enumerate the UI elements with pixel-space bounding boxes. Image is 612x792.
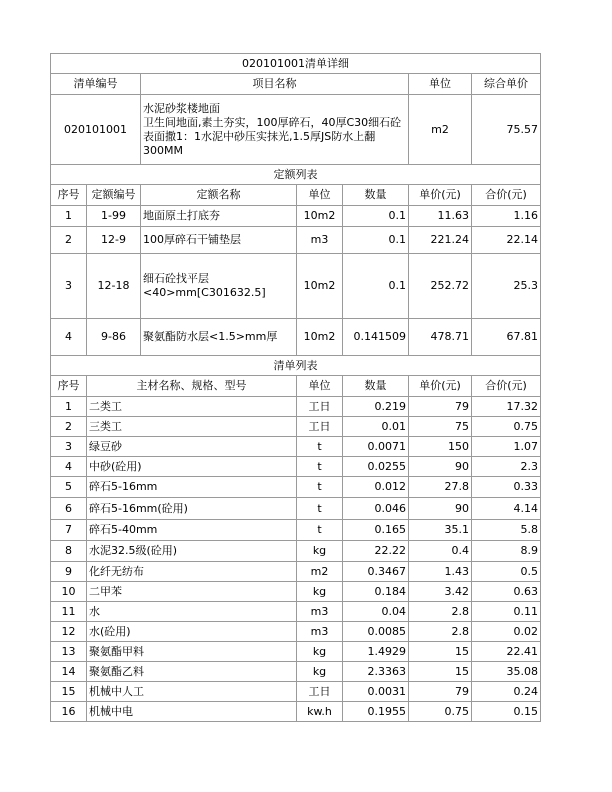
material-total: 17.32 xyxy=(472,397,541,417)
material-row xyxy=(51,602,541,622)
material-name: 化纤无纺布 xyxy=(87,562,297,582)
material-unit-price: 15 xyxy=(409,642,472,662)
quota-qty: 0.1 xyxy=(343,206,409,227)
material-qty: 1.4929 xyxy=(343,642,409,662)
material-name: 中砂(砼用) xyxy=(87,457,297,477)
material-total: 0.75 xyxy=(472,417,541,437)
material-unit-price: 0.75 xyxy=(409,702,472,722)
quota-unit: 10m2 xyxy=(297,206,343,227)
quota-row xyxy=(51,254,541,319)
material-qty: 0.0255 xyxy=(343,457,409,477)
quota-header-unit: 单位 xyxy=(297,185,343,206)
quota-unit-price: 221.24 xyxy=(409,227,472,254)
material-qty: 0.046 xyxy=(343,498,409,520)
material-no: 4 xyxy=(51,457,87,477)
material-unit-price: 150 xyxy=(409,437,472,457)
material-unit-price: 75 xyxy=(409,417,472,437)
material-unit: kg xyxy=(297,662,343,682)
quota-unit: 10m2 xyxy=(297,254,343,319)
material-qty: 0.219 xyxy=(343,397,409,417)
quota-no: 2 xyxy=(51,227,87,254)
quota-no: 3 xyxy=(51,254,87,319)
material-qty: 0.184 xyxy=(343,582,409,602)
material-unit-price: 0.4 xyxy=(409,541,472,562)
quota-no: 1 xyxy=(51,206,87,227)
material-row xyxy=(51,437,541,457)
title-row xyxy=(51,54,541,74)
material-unit-price: 1.43 xyxy=(409,562,472,582)
material-no: 14 xyxy=(51,662,87,682)
material-unit: m3 xyxy=(297,602,343,622)
material-name: 水泥32.5级(砼用) xyxy=(87,541,297,562)
quota-code: 12-18 xyxy=(87,254,141,319)
material-qty: 0.165 xyxy=(343,520,409,541)
material-name: 二类工 xyxy=(87,397,297,417)
quota-name: 地面原土打底夯 xyxy=(141,206,297,227)
material-unit-price: 79 xyxy=(409,682,472,702)
quota-header-unit-price: 单价(元) xyxy=(409,185,472,206)
quota-header-no: 序号 xyxy=(51,185,87,206)
quota-unit-price: 252.72 xyxy=(409,254,472,319)
material-no: 9 xyxy=(51,562,87,582)
material-unit-price: 35.1 xyxy=(409,520,472,541)
material-no: 8 xyxy=(51,541,87,562)
material-no: 16 xyxy=(51,702,87,722)
material-unit: kw.h xyxy=(297,702,343,722)
material-qty: 0.01 xyxy=(343,417,409,437)
material-unit: t xyxy=(297,437,343,457)
material-total: 0.63 xyxy=(472,582,541,602)
quota-code: 1-99 xyxy=(87,206,141,227)
material-unit-price: 2.8 xyxy=(409,602,472,622)
material-unit: m2 xyxy=(297,562,343,582)
material-name: 碎石5-40mm xyxy=(87,520,297,541)
material-no: 1 xyxy=(51,397,87,417)
materials-header-total: 合价(元) xyxy=(472,376,541,397)
bill-price: 75.57 xyxy=(472,95,541,165)
material-total: 4.14 xyxy=(472,498,541,520)
material-unit-price: 3.42 xyxy=(409,582,472,602)
material-name: 机械中电 xyxy=(87,702,297,722)
material-total: 0.15 xyxy=(472,702,541,722)
materials-header-qty: 数量 xyxy=(343,376,409,397)
material-total: 8.9 xyxy=(472,541,541,562)
material-no: 7 xyxy=(51,520,87,541)
bill-header-unit: 单位 xyxy=(409,74,472,95)
quota-row xyxy=(51,319,541,356)
material-row xyxy=(51,702,541,722)
materials-header-unit-price: 单价(元) xyxy=(409,376,472,397)
material-total: 0.5 xyxy=(472,562,541,582)
material-row xyxy=(51,520,541,541)
material-row xyxy=(51,417,541,437)
material-total: 0.33 xyxy=(472,477,541,498)
material-unit-price: 15 xyxy=(409,662,472,682)
material-qty: 0.0071 xyxy=(343,437,409,457)
quota-header-name: 定额名称 xyxy=(141,185,297,206)
material-qty: 0.3467 xyxy=(343,562,409,582)
material-row xyxy=(51,562,541,582)
material-unit: t xyxy=(297,477,343,498)
material-unit-price: 2.8 xyxy=(409,622,472,642)
quota-unit-price: 478.71 xyxy=(409,319,472,356)
material-unit: kg xyxy=(297,541,343,562)
material-total: 2.3 xyxy=(472,457,541,477)
quota-header-code: 定额编号 xyxy=(87,185,141,206)
material-qty: 0.0031 xyxy=(343,682,409,702)
materials-header-unit: 单位 xyxy=(297,376,343,397)
material-total: 0.24 xyxy=(472,682,541,702)
material-no: 3 xyxy=(51,437,87,457)
material-name: 二甲苯 xyxy=(87,582,297,602)
quota-total: 22.14 xyxy=(472,227,541,254)
material-unit: kg xyxy=(297,582,343,602)
material-unit-price: 79 xyxy=(409,397,472,417)
material-qty: 0.0085 xyxy=(343,622,409,642)
material-row xyxy=(51,582,541,602)
material-no: 10 xyxy=(51,582,87,602)
quota-name: 细石砼找平层<40>mm[C301632.5] xyxy=(141,254,297,319)
quota-code: 9-86 xyxy=(87,319,141,356)
material-unit: kg xyxy=(297,642,343,662)
material-no: 12 xyxy=(51,622,87,642)
materials-header-no: 序号 xyxy=(51,376,87,397)
materials-section-title: 清单列表 xyxy=(51,356,541,376)
material-name: 碎石5-16mm(砼用) xyxy=(87,498,297,520)
material-name: 聚氨酯甲料 xyxy=(87,642,297,662)
bill-unit: m2 xyxy=(409,95,472,165)
material-row xyxy=(51,682,541,702)
material-qty: 0.1955 xyxy=(343,702,409,722)
material-row xyxy=(51,622,541,642)
material-name: 绿豆砂 xyxy=(87,437,297,457)
material-qty: 2.3363 xyxy=(343,662,409,682)
bill-header-code: 清单编号 xyxy=(51,74,141,95)
quota-header-total: 合价(元) xyxy=(472,185,541,206)
quota-section-title: 定额列表 xyxy=(51,165,541,185)
material-row xyxy=(51,477,541,498)
material-unit: m3 xyxy=(297,622,343,642)
material-row xyxy=(51,457,541,477)
material-unit: t xyxy=(297,498,343,520)
bill-row xyxy=(51,95,541,165)
quota-section-row xyxy=(51,165,541,185)
quota-name: 聚氨酯防水层<1.5>mm厚 xyxy=(141,319,297,356)
quota-unit: 10m2 xyxy=(297,319,343,356)
material-unit-price: 90 xyxy=(409,457,472,477)
material-total: 1.07 xyxy=(472,437,541,457)
material-name: 水 xyxy=(87,602,297,622)
quota-header-row xyxy=(51,185,541,206)
material-no: 13 xyxy=(51,642,87,662)
quota-qty: 0.141509 xyxy=(343,319,409,356)
material-unit: t xyxy=(297,520,343,541)
material-no: 15 xyxy=(51,682,87,702)
bill-detail-sheet xyxy=(50,53,541,722)
materials-section-row xyxy=(51,356,541,376)
materials-header-row xyxy=(51,376,541,397)
quota-unit: m3 xyxy=(297,227,343,254)
material-total: 0.11 xyxy=(472,602,541,622)
bill-header-row xyxy=(51,74,541,95)
material-row xyxy=(51,662,541,682)
material-no: 6 xyxy=(51,498,87,520)
quota-row xyxy=(51,227,541,254)
material-no: 5 xyxy=(51,477,87,498)
materials-header-name: 主材名称、规格、型号 xyxy=(87,376,297,397)
material-total: 0.02 xyxy=(472,622,541,642)
material-qty: 0.012 xyxy=(343,477,409,498)
material-total: 35.08 xyxy=(472,662,541,682)
material-row xyxy=(51,541,541,562)
bill-name-cell xyxy=(141,95,409,165)
material-unit: 工日 xyxy=(297,417,343,437)
material-row xyxy=(51,498,541,520)
quota-qty: 0.1 xyxy=(343,254,409,319)
quota-code: 12-9 xyxy=(87,227,141,254)
material-no: 2 xyxy=(51,417,87,437)
material-unit: 工日 xyxy=(297,682,343,702)
bill-code: 020101001 xyxy=(51,95,141,165)
quota-unit-price: 11.63 xyxy=(409,206,472,227)
material-name: 碎石5-16mm xyxy=(87,477,297,498)
material-row xyxy=(51,397,541,417)
material-name: 水(砼用) xyxy=(87,622,297,642)
material-no: 11 xyxy=(51,602,87,622)
quota-header-qty: 数量 xyxy=(343,185,409,206)
bill-header-name: 项目名称 xyxy=(141,74,409,95)
bill-detail-table xyxy=(50,53,541,722)
material-qty: 0.04 xyxy=(343,602,409,622)
material-unit-price: 27.8 xyxy=(409,477,472,498)
material-unit-price: 90 xyxy=(409,498,472,520)
material-row xyxy=(51,642,541,662)
material-total: 22.41 xyxy=(472,642,541,662)
bill-name: 水泥砂浆楼地面 xyxy=(143,101,220,115)
quota-total: 25.3 xyxy=(472,254,541,319)
material-name: 机械中人工 xyxy=(87,682,297,702)
quota-name: 100厚碎石干铺垫层 xyxy=(141,227,297,254)
bill-description: 卫生间地面,素土夯实，100厚碎石，40厚C30细石砼表面撒1：1水泥中砂压实抹光,1.5厚JS防水上翻300MM xyxy=(143,115,402,157)
material-qty: 22.22 xyxy=(343,541,409,562)
material-name: 三类工 xyxy=(87,417,297,437)
quota-no: 4 xyxy=(51,319,87,356)
sheet-title: 020101001清单详细 xyxy=(51,54,541,74)
material-total: 5.8 xyxy=(472,520,541,541)
material-unit: 工日 xyxy=(297,397,343,417)
bill-header-price: 综合单价 xyxy=(472,74,541,95)
material-unit: t xyxy=(297,457,343,477)
quota-qty: 0.1 xyxy=(343,227,409,254)
quota-row xyxy=(51,206,541,227)
quota-total: 1.16 xyxy=(472,206,541,227)
quota-total: 67.81 xyxy=(472,319,541,356)
material-name: 聚氨酯乙料 xyxy=(87,662,297,682)
